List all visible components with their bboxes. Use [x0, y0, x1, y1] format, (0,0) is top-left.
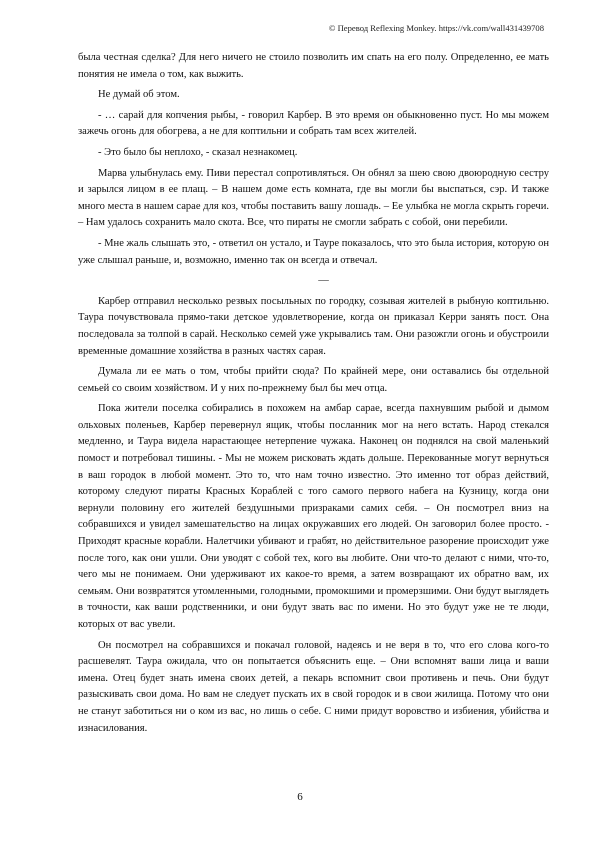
paragraph: Он посмотрел на собравшихся и покачал головой, надеясь и не веря в то, что его слова кого-то расшевелят. Таура ожидала, что он попытается объяснить еще. – Они вспомнят ваши лица и ваши имена. Отец будет знать имена своих детей, а пекарь вспомнит свои противень и печь. Они будут разыскивать свои дома. Но вам не следует пускать их в свой городок и в свои жилища. Потому что они не станут заботиться ни о ком из вас, но лишь о себе. С ними придут воровство и избиения, убийства и изнасилования. [78, 639, 549, 734]
paragraph: была честная сделка? Для него ничего не стоило позволить им спать на его полу. Определенно, ее мать понятия не имела о том, как выжить. [78, 52, 549, 80]
paragraph: - Это было бы неплохо, - сказал незнакомец. [98, 146, 298, 158]
paragraph: Пока жители поселка собирались в похожем на амбар сарае, всегда пахнувшим рыбой и дымом ольховых поленьев, Карбер перевернул ящик, чтобы посланник мог на него встать. Народ стекался медленно, и Таура видела нарастающее нетерпение чужака. Наконец он поднялся на свой маленький помост и потребовал тишины. - Мы не можем рисковать ждать дольше. Перекованные могут вернуться в ваш городок в любой момент. Это то, что нам точно известно. Это именно тот образ действий, которому следуют пираты Красных Кораблей с того самого первого набега на Кузницу, когда они вернули половину его жителей бездушными призраками самих себя. – Он посмотрел вниз на собравшихся и увидел замешательство на лицах окружавших его людей. Он заговорил более просто. - Приходят красные корабли. Налетчики убивают и грабят, но действительное разорение происходит уже после того, как они ушли. Они уводят с собой тех, кого вы любите. Они что-то делают с ними, что-то, чего мы не понимаем. Они удерживают их какое-то время, а затем возвращают их обратно вам, их семьям. Они возвратятся утомленными, голодными, промокшими и промерзшими. Они будут выглядеть в точности, как ваши родственники, и они будут звать вас по имени. Но это будут уже не те люди, которых от вас увели. [78, 403, 549, 630]
paragraph: Думала ли ее мать о том, чтобы прийти сюда? По крайней мере, они оставались бы отдельной семьей со своим хозяйством. И у них по-прежнему был бы меч отца. [78, 366, 549, 394]
paragraph: Карбер отправил несколько резвых посыльных по городку, созывая жителей в рыбную коптильню. Таура почувствовала прямо-таки детское удовлетворение, когда он приказал Керри занять пост. Она последовала за толпой в сарай. Несколько семей уже укрывались там. Они разожгли огонь и обустроили временные домашние хозяйства в разных частях сарая. [78, 295, 549, 357]
page-number: 6 [297, 791, 303, 803]
section-separator: — [318, 275, 329, 287]
paragraph: Марва улыбнулась ему. Пиви перестал сопротивляться. Он обнял за шею свою двоюродную сестру и зарылся лицом в ее плащ. – В нашем доме есть комната, где вы могли бы выспаться, сэр. И также много места в нашем сарае для коз, чтобы поставить вашу лошадь. – Ее улыбка не могла скрыть горечи. – Нам удалось сохранить мало скота. Все, что пираты не смогли забрать с собой, они перебили. [78, 167, 549, 229]
paragraph: - … сарай для копчения рыбы, - говорил Карбер. В это время он обыкновенно пуст. Но мы можем зажечь огонь для обогрева, а не для коптильни и собрать там всех жителей. [78, 109, 549, 138]
paragraph: - Мне жаль слышать это, - ответил он устало, и Тауре показалось, что это была история, которую он уже слышал раньше, и, возможно, именно так он всегда и отвечал. [78, 237, 549, 266]
translation-credit-header: © Перевод Reflexing Monkey. https://vk.com/wall431439708 [328, 23, 544, 33]
document-body [78, 50, 549, 741]
paragraph: Не думай об этом. [98, 89, 180, 101]
